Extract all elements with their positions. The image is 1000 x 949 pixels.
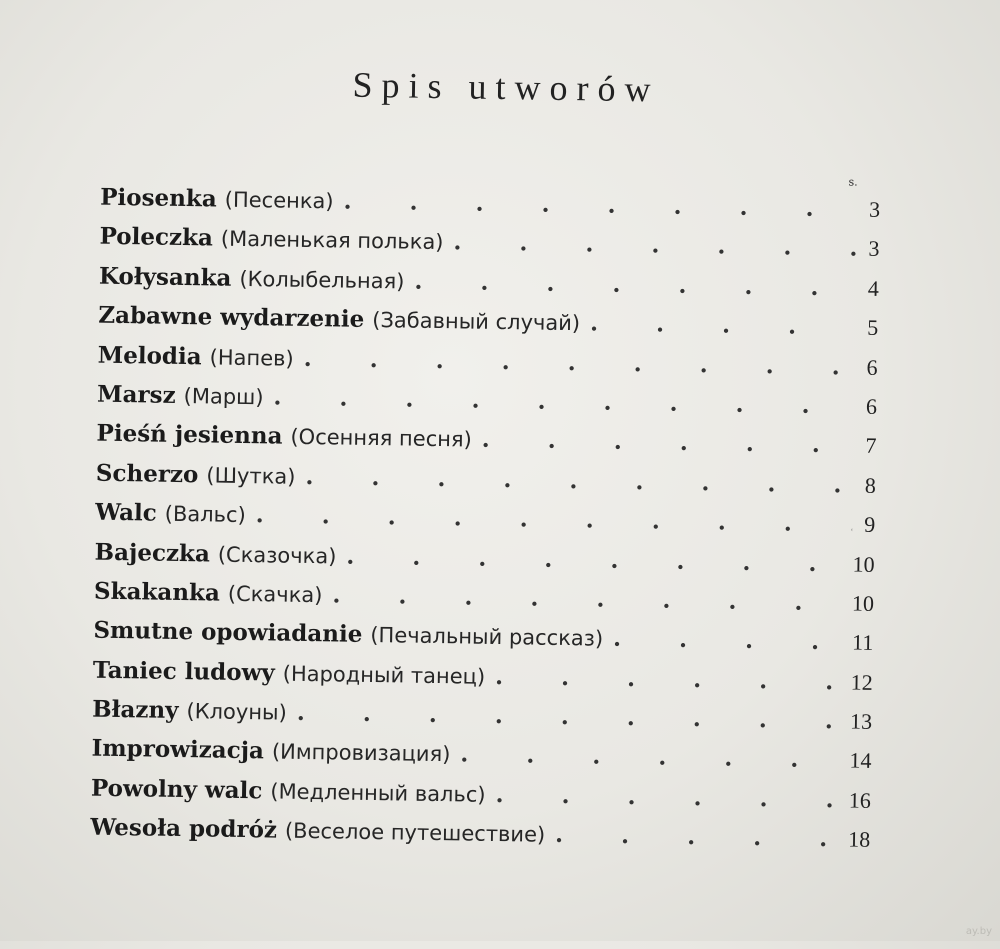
entry-page-number: 16 <box>848 787 872 813</box>
entry-title-polish: Smutne opowiadanie <box>93 616 363 649</box>
entry-page-number: 10 <box>851 590 875 616</box>
entry-page-number: 9 <box>863 511 876 538</box>
dot-leader <box>495 781 837 813</box>
entry-page-number: 6 <box>865 393 878 419</box>
dot-leader <box>460 741 838 774</box>
entry-page-number: 4 <box>867 275 880 301</box>
entry-title-russian: (Напев) <box>209 344 294 371</box>
dot-leader <box>613 625 840 656</box>
dot-leader <box>343 188 857 223</box>
dot-leader <box>495 663 839 695</box>
entry-title-polish: Zabawne wydarzenie <box>98 301 365 334</box>
entry-page-number: 6 <box>866 354 878 380</box>
page-title: Spis utworów <box>352 64 660 110</box>
entry-title-polish: Bajeczka <box>94 538 211 567</box>
dot-leader <box>555 821 836 852</box>
entry-title-polish: Kołysanka <box>98 262 232 292</box>
entry-title-polish: Błazny <box>91 695 179 725</box>
dot-leader <box>590 310 856 341</box>
entry-title-russian: (Колыбельная) <box>239 266 405 294</box>
entry-title-russian: (Клоуны) <box>186 699 288 725</box>
entry-title-russian: (Печальный рассказ) <box>370 623 604 651</box>
entry-title-russian: (Скачка) <box>227 581 323 608</box>
entry-page-number: 14 <box>849 747 872 774</box>
entry-title-polish: Pieśń jesienna <box>96 420 283 450</box>
entry-page-number: 5 <box>867 314 879 341</box>
entry-page-number: 12 <box>850 669 873 695</box>
entry-title-russian: (Марш) <box>183 383 264 410</box>
entry-title-russian: (Забавный случай) <box>372 308 581 336</box>
entry-title-polish: Melodia <box>97 341 202 370</box>
entry-title-polish: Skakanka <box>93 577 221 607</box>
entry-title-russian: (Импровизация) <box>271 739 451 767</box>
entry-page-number: 8 <box>864 472 877 498</box>
dot-leader <box>482 426 854 459</box>
entry-title-polish: Improwizacja <box>91 735 265 765</box>
dot-leader <box>414 267 856 301</box>
entry-page-number: 13 <box>849 708 873 734</box>
entry-title-russian: (Медленный вальс) <box>270 779 486 807</box>
watermark: ay.by <box>965 926 992 937</box>
entry-title-russian: (Маленькая полька) <box>220 226 444 255</box>
table-of-contents <box>90 184 880 866</box>
entry-title-russian: (Сказочка) <box>217 542 337 568</box>
entry-title-polish: Walc <box>95 498 157 527</box>
entry-title-russian: (Осенняя песня) <box>290 425 472 452</box>
entry-page-number: 3 <box>868 196 881 222</box>
entry-page-number: 18 <box>848 826 871 853</box>
entry-title-polish: Marsz <box>96 380 176 409</box>
entry-title-polish: Piosenka <box>100 183 217 213</box>
page-column-label: s. <box>848 175 858 189</box>
entry-title-russian: (Шутка) <box>206 463 296 489</box>
entry-title-russian: (Веселое путешествие) <box>284 818 546 848</box>
entry-title-russian: (Песенка) <box>224 187 334 214</box>
entry-title-polish: Powolny walc <box>90 774 263 805</box>
entry-page-number: 10 <box>852 551 875 577</box>
entry-page-number: 3 <box>868 236 880 262</box>
entry-page-number: 7 <box>865 433 877 459</box>
entry-title-polish: Poleczka <box>99 223 214 252</box>
entry-page-number: 11 <box>851 629 874 656</box>
entry-title-russian: (Вальс) <box>164 501 246 528</box>
entry-title-polish: Taniec ludowy <box>92 656 275 687</box>
entry-title-polish: Wesoła podróż <box>90 813 278 844</box>
entry-title-polish: Scherzo <box>95 459 199 488</box>
entry-title-russian: (Народный танец) <box>282 661 486 689</box>
dot-leader <box>453 229 856 262</box>
